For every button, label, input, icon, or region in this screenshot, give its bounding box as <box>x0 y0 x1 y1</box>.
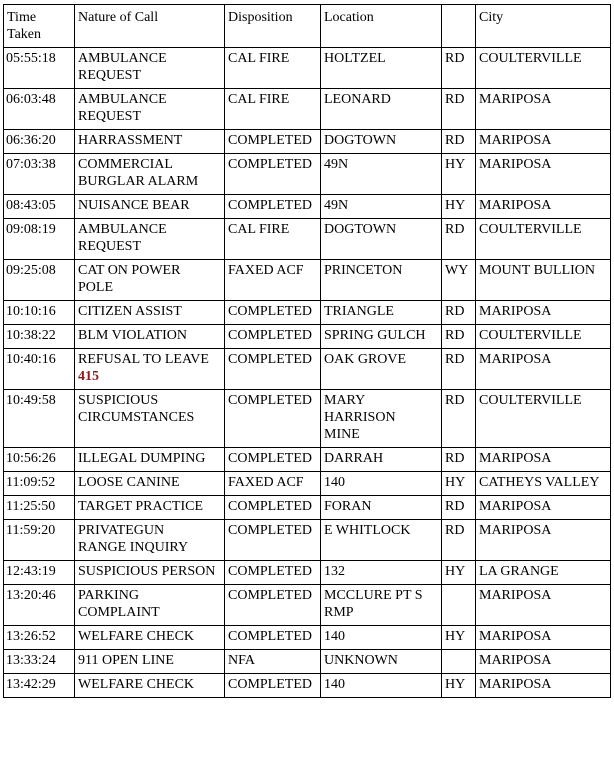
cell-nature: TARGET PRACTICE <box>75 496 225 520</box>
table-row <box>4 390 611 448</box>
cell-city: MARIPOSA <box>476 626 611 650</box>
cell-nature: SUSPICIOUS CIRCUMSTANCES <box>75 390 225 448</box>
cell-nature: CAT ON POWER POLE <box>75 260 225 301</box>
cell-city: MARIPOSA <box>476 520 611 561</box>
cell-road-suffix: HY <box>442 154 476 195</box>
cell-location: SPRING GULCH <box>321 325 442 349</box>
cell-location: FORAN <box>321 496 442 520</box>
cell-nature: ILLEGAL DUMPING <box>75 448 225 472</box>
cell-nature: SUSPICIOUS PERSON <box>75 561 225 585</box>
cell-disposition: COMPLETED <box>225 325 321 349</box>
cell-time: 13:20:46 <box>4 585 75 626</box>
table-body <box>4 48 611 698</box>
cell-disposition: COMPLETED <box>225 154 321 195</box>
cell-disposition: COMPLETED <box>225 496 321 520</box>
cell-city: COULTERVILLE <box>476 48 611 89</box>
table-row <box>4 520 611 561</box>
table-row <box>4 325 611 349</box>
cell-nature: REFUSAL TO LEAVE 415 <box>75 349 225 390</box>
cell-city: LA GRANGE <box>476 561 611 585</box>
cell-location: DOGTOWN <box>321 130 442 154</box>
cell-road-suffix: WY <box>442 260 476 301</box>
cell-disposition: COMPLETED <box>225 301 321 325</box>
cell-time: 09:25:08 <box>4 260 75 301</box>
table-row <box>4 472 611 496</box>
cell-city: MARIPOSA <box>476 674 611 698</box>
cell-location: 49N <box>321 154 442 195</box>
cell-city: COULTERVILLE <box>476 219 611 260</box>
cell-location: 132 <box>321 561 442 585</box>
cell-disposition: COMPLETED <box>225 520 321 561</box>
table-row <box>4 154 611 195</box>
table-row <box>4 496 611 520</box>
cell-road-suffix: HY <box>442 472 476 496</box>
cell-road-suffix: RD <box>442 301 476 325</box>
table-row <box>4 89 611 130</box>
table-row <box>4 195 611 219</box>
table-row <box>4 219 611 260</box>
cell-city: MARIPOSA <box>476 130 611 154</box>
cell-road-suffix: RD <box>442 48 476 89</box>
cell-location: MARY HARRISON MINE <box>321 390 442 448</box>
cell-city: MARIPOSA <box>476 154 611 195</box>
header-time: Time Taken <box>4 5 75 48</box>
cell-location: OAK GROVE <box>321 349 442 390</box>
cell-nature: AMBULANCE REQUEST <box>75 219 225 260</box>
cell-location: UNKNOWN <box>321 650 442 674</box>
cell-road-suffix: RD <box>442 448 476 472</box>
table-row <box>4 48 611 89</box>
cell-disposition: COMPLETED <box>225 195 321 219</box>
cell-nature: WELFARE CHECK <box>75 626 225 650</box>
cell-disposition: CAL FIRE <box>225 48 321 89</box>
cell-city: MARIPOSA <box>476 448 611 472</box>
cell-time: 10:10:16 <box>4 301 75 325</box>
cell-nature: AMBULANCE REQUEST <box>75 89 225 130</box>
cell-city: MARIPOSA <box>476 585 611 626</box>
cell-road-suffix: HY <box>442 561 476 585</box>
cell-time: 11:25:50 <box>4 496 75 520</box>
cell-road-suffix: RD <box>442 89 476 130</box>
table-row <box>4 130 611 154</box>
cell-disposition: FAXED ACF <box>225 472 321 496</box>
cell-disposition: COMPLETED <box>225 626 321 650</box>
cell-time: 10:40:16 <box>4 349 75 390</box>
cell-nature: NUISANCE BEAR <box>75 195 225 219</box>
cell-road-suffix <box>442 585 476 626</box>
cell-road-suffix: RD <box>442 520 476 561</box>
cell-city: COULTERVILLE <box>476 325 611 349</box>
cell-disposition: COMPLETED <box>225 349 321 390</box>
cell-road-suffix: RD <box>442 496 476 520</box>
call-log-table <box>3 4 611 698</box>
table-row <box>4 448 611 472</box>
cell-road-suffix: HY <box>442 674 476 698</box>
cell-disposition: COMPLETED <box>225 561 321 585</box>
cell-road-suffix: RD <box>442 390 476 448</box>
penal-code-badge: 415 <box>78 369 99 384</box>
cell-city: MARIPOSA <box>476 89 611 130</box>
cell-time: 08:43:05 <box>4 195 75 219</box>
table-row <box>4 674 611 698</box>
cell-location: HOLTZEL <box>321 48 442 89</box>
cell-disposition: FAXED ACF <box>225 260 321 301</box>
cell-time: 11:09:52 <box>4 472 75 496</box>
cell-time: 10:56:26 <box>4 448 75 472</box>
cell-location: 140 <box>321 472 442 496</box>
table-row <box>4 585 611 626</box>
cell-nature: CITIZEN ASSIST <box>75 301 225 325</box>
cell-time: 09:08:19 <box>4 219 75 260</box>
cell-time: 12:43:19 <box>4 561 75 585</box>
cell-time: 10:49:58 <box>4 390 75 448</box>
cell-road-suffix: RD <box>442 130 476 154</box>
cell-disposition: CAL FIRE <box>225 219 321 260</box>
cell-city: MARIPOSA <box>476 496 611 520</box>
table-row <box>4 561 611 585</box>
header-location: Location <box>321 5 442 48</box>
cell-time: 05:55:18 <box>4 48 75 89</box>
cell-nature: COMMERCIAL BURGLAR ALARM <box>75 154 225 195</box>
cell-disposition: COMPLETED <box>225 448 321 472</box>
cell-disposition: COMPLETED <box>225 585 321 626</box>
cell-location: MCCLURE PT S RMP <box>321 585 442 626</box>
cell-nature: AMBULANCE REQUEST <box>75 48 225 89</box>
cell-city: CATHEYS VALLEY <box>476 472 611 496</box>
cell-road-suffix: RD <box>442 219 476 260</box>
table-row <box>4 626 611 650</box>
cell-time: 06:03:48 <box>4 89 75 130</box>
cell-city: MARIPOSA <box>476 301 611 325</box>
header-suffix <box>442 5 476 48</box>
cell-road-suffix <box>442 650 476 674</box>
cell-time: 11:59:20 <box>4 520 75 561</box>
cell-time: 07:03:38 <box>4 154 75 195</box>
cell-nature: LOOSE CANINE <box>75 472 225 496</box>
cell-time: 10:38:22 <box>4 325 75 349</box>
table-row <box>4 349 611 390</box>
table-row <box>4 650 611 674</box>
cell-nature: 911 OPEN LINE <box>75 650 225 674</box>
header-disposition: Disposition <box>225 5 321 48</box>
cell-time: 13:33:24 <box>4 650 75 674</box>
cell-location: PRINCETON <box>321 260 442 301</box>
cell-time: 13:26:52 <box>4 626 75 650</box>
cell-location: 49N <box>321 195 442 219</box>
cell-city: COULTERVILLE <box>476 390 611 448</box>
cell-location: E WHITLOCK <box>321 520 442 561</box>
cell-location: DARRAH <box>321 448 442 472</box>
cell-location: 140 <box>321 626 442 650</box>
cell-nature: BLM VIOLATION <box>75 325 225 349</box>
cell-time: 13:42:29 <box>4 674 75 698</box>
cell-nature: HARRASSMENT <box>75 130 225 154</box>
cell-disposition: CAL FIRE <box>225 89 321 130</box>
cell-disposition: COMPLETED <box>225 390 321 448</box>
cell-location: 140 <box>321 674 442 698</box>
cell-time: 06:36:20 <box>4 130 75 154</box>
cell-city: MOUNT BULLION <box>476 260 611 301</box>
cell-nature: PRIVATEGUN RANGE INQUIRY <box>75 520 225 561</box>
header-nature: Nature of Call <box>75 5 225 48</box>
cell-disposition: COMPLETED <box>225 130 321 154</box>
cell-location: DOGTOWN <box>321 219 442 260</box>
cell-location: TRIANGLE <box>321 301 442 325</box>
cell-disposition: NFA <box>225 650 321 674</box>
cell-disposition: COMPLETED <box>225 674 321 698</box>
cell-city: MARIPOSA <box>476 650 611 674</box>
header-city: City <box>476 5 611 48</box>
header-row <box>4 5 611 48</box>
cell-city: MARIPOSA <box>476 349 611 390</box>
cell-road-suffix: HY <box>442 195 476 219</box>
cell-road-suffix: HY <box>442 626 476 650</box>
table-row <box>4 260 611 301</box>
table-row <box>4 301 611 325</box>
cell-city: MARIPOSA <box>476 195 611 219</box>
cell-nature: PARKING COMPLAINT <box>75 585 225 626</box>
cell-road-suffix: RD <box>442 325 476 349</box>
cell-road-suffix: RD <box>442 349 476 390</box>
cell-location: LEONARD <box>321 89 442 130</box>
cell-nature: WELFARE CHECK <box>75 674 225 698</box>
